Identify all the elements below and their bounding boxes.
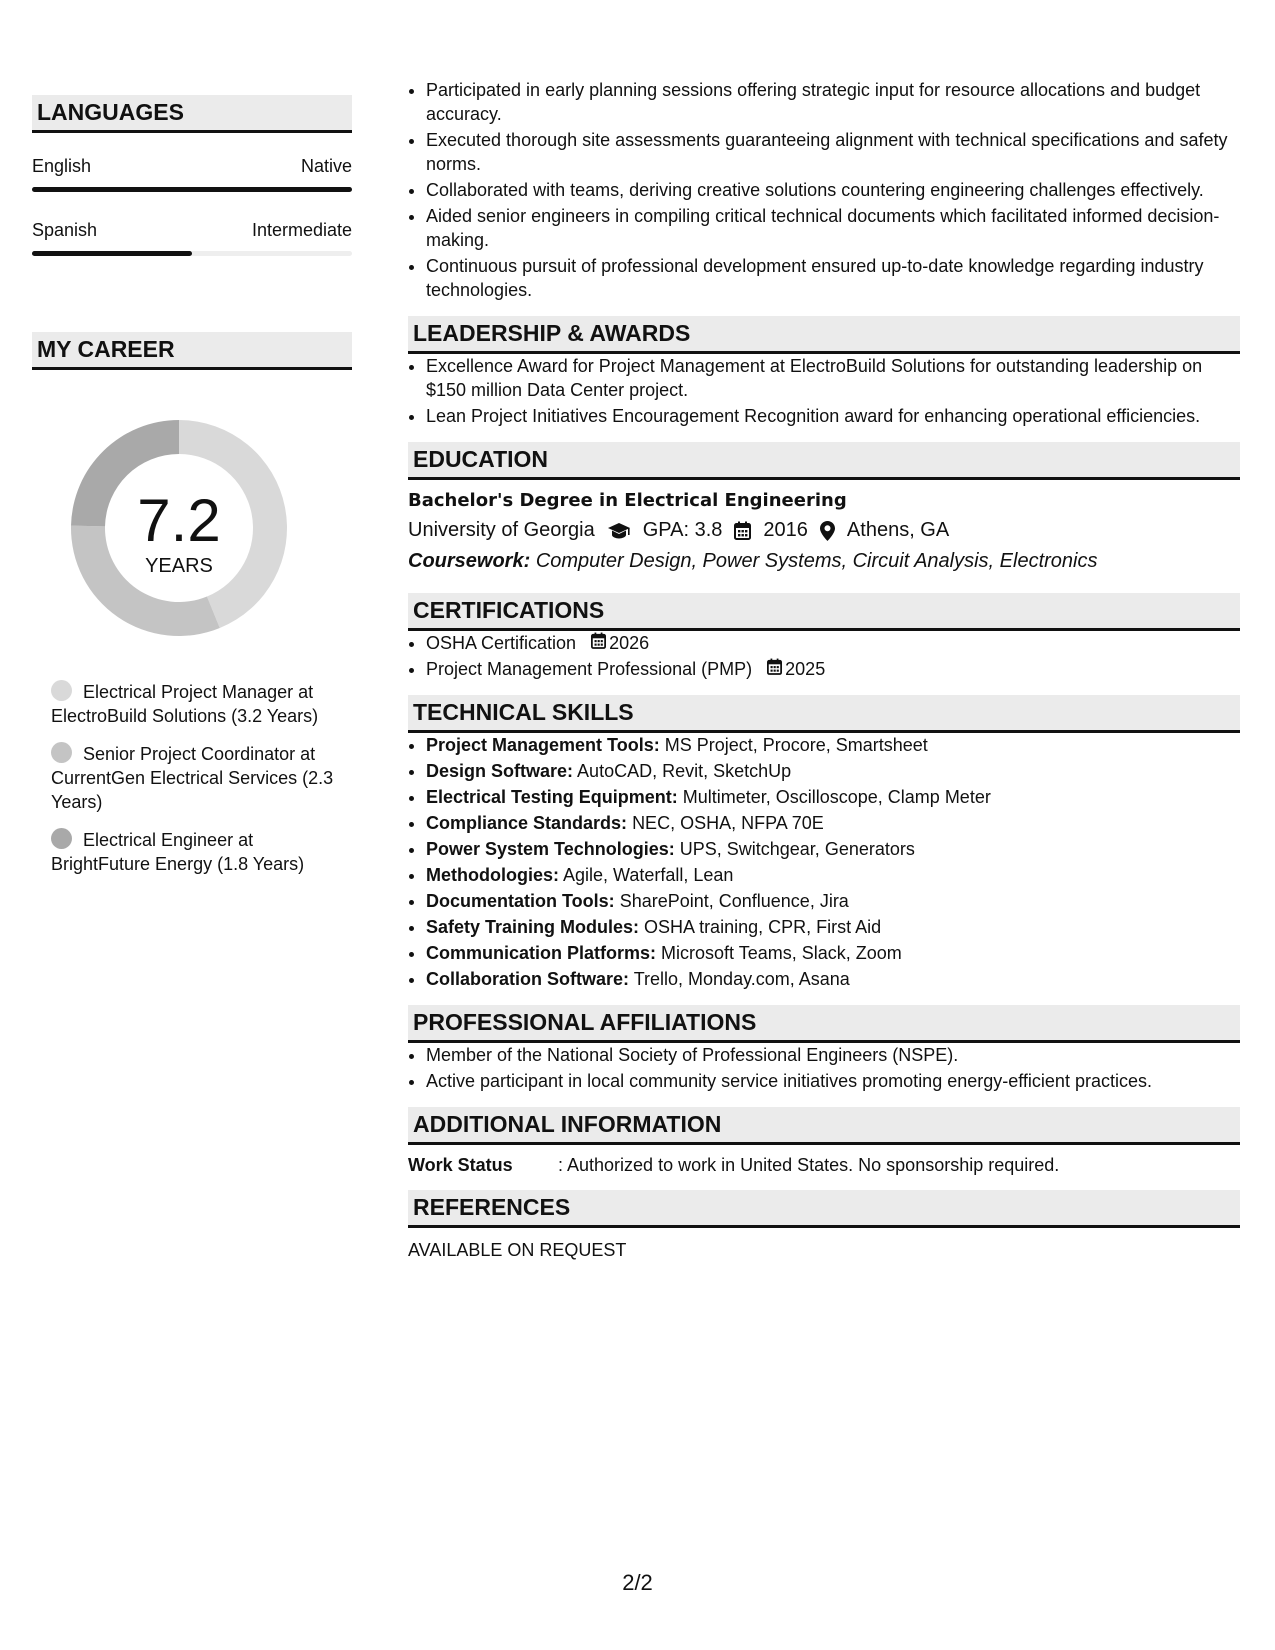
work-status-value: : Authorized to work in United States. No sponsorship required. (558, 1155, 1060, 1175)
list-item: • Collaborated with teams, deriving creative solutions countering engineering challenges effectively. (426, 178, 1240, 202)
left-column (32, 95, 352, 890)
list-item: • Compliance Standards: NEC, OSHA, NFPA 70E (426, 811, 1240, 835)
career-total-unit: YEARS (145, 555, 213, 577)
list-item: • Collaboration Software: Trello, Monday.com, Asana (426, 967, 1240, 991)
career-legend-item: Electrical Project Manager at ElectroBuild Solutions (3.2 Years) (51, 682, 319, 726)
education-heading: EDUCATION (408, 442, 1240, 480)
certification-name: Project Management Professional (PMP) (426, 659, 753, 679)
skills-section (408, 695, 1240, 991)
experience-bullets (408, 78, 1240, 302)
references-heading: REFERENCES (408, 1190, 1240, 1228)
languages-heading: LANGUAGES (32, 95, 352, 133)
list-item: • Project Management Tools: MS Project, Procore, Smartsheet (426, 733, 1240, 757)
list-item: • Electrical Testing Equipment: Multimeter, Oscilloscope, Clamp Meter (426, 785, 1240, 809)
calendar-icon (734, 521, 751, 540)
career-legend-item: Senior Project Coordinator at CurrentGen Electrical Services (2.3 Years) (51, 744, 334, 812)
certification-year: 2025 (785, 659, 826, 679)
leadership-heading: LEADERSHIP & AWARDS (408, 316, 1240, 354)
list-item: • Member of the National Society of Professional Engineers (NSPE). (426, 1043, 1240, 1067)
list-item: • Participated in early planning sessions offering strategic input for resource allocations and budget accuracy. (426, 78, 1240, 126)
certification-year: 2026 (609, 633, 650, 653)
map-pin-icon (820, 521, 835, 541)
language-proficiency-bar (32, 187, 352, 192)
language-level: Intermediate (251, 220, 352, 240)
language-name: English (32, 156, 92, 176)
certifications-section (408, 593, 1240, 681)
language-proficiency-fill (32, 251, 192, 256)
language-item-english (32, 156, 352, 192)
affiliations-heading: PROFESSIONAL AFFILIATIONS (408, 1005, 1240, 1043)
list-item: • Lean Project Initiatives Encouragement Recognition award for enhancing operational efficiencies. (426, 404, 1240, 428)
list-item: • Aided senior engineers in compiling critical technical documents which facilitated informed decision-making. (426, 204, 1240, 252)
list-item (426, 631, 1240, 655)
legend-dot (51, 680, 72, 701)
certification-name: OSHA Certification (426, 633, 577, 653)
affiliations-section (408, 1005, 1240, 1093)
work-status-label: Work Status (408, 1155, 513, 1175)
education-details (408, 519, 1240, 542)
page-number: 2/2 (622, 1570, 653, 1595)
language-name: Spanish (32, 220, 98, 240)
career-total-value: 7.2 (137, 487, 221, 554)
career-legend-item: Electrical Engineer at BrightFuture Energy (1.8 Years) (51, 830, 305, 874)
list-item: • Power System Technologies: UPS, Switchgear, Generators (426, 837, 1240, 861)
gpa: GPA: 3.8 (642, 519, 723, 541)
work-status-row (408, 1155, 1240, 1176)
list-item: • Documentation Tools: SharePoint, Confluence, Jira (426, 889, 1240, 913)
language-level: Native (300, 156, 352, 176)
list-item: • Continuous pursuit of professional development ensured up-to-date knowledge regarding industry technologies. (426, 254, 1240, 302)
list-item: • Safety Training Modules: OSHA training, CPR, First Aid (426, 915, 1240, 939)
graduation-year: 2016 (763, 519, 808, 541)
list-item (426, 657, 1240, 681)
references-text: AVAILABLE ON REQUEST (408, 1240, 627, 1260)
list-item: • Active participant in local community service initiatives promoting energy-efficient practices. (426, 1069, 1240, 1093)
coursework (408, 550, 1240, 573)
certifications-heading: CERTIFICATIONS (408, 593, 1240, 631)
legend-dot (51, 742, 72, 763)
list-item: • Design Software: AutoCAD, Revit, SketchUp (426, 759, 1240, 783)
additional-info-heading: ADDITIONAL INFORMATION (408, 1107, 1240, 1145)
references-section (408, 1190, 1240, 1261)
education-section (408, 442, 1240, 573)
leadership-section (408, 316, 1240, 428)
school-name: University of Georgia (408, 519, 595, 541)
skills-heading: TECHNICAL SKILLS (408, 695, 1240, 733)
right-column (408, 78, 1240, 1261)
calendar-icon (767, 657, 785, 681)
degree-title: Bachelor's Degree in Electrical Engineering (408, 490, 847, 511)
list-item: • Methodologies: Agile, Waterfall, Lean (426, 863, 1240, 887)
language-proficiency-bar (32, 251, 352, 256)
list-item: • Excellence Award for Project Management at ElectroBuild Solutions for outstanding leadership on $150 million Data Center project. (426, 354, 1240, 402)
coursework-label: Coursework: (408, 550, 531, 572)
additional-info-section (408, 1107, 1240, 1176)
career-heading: MY CAREER (32, 332, 352, 370)
career-donut-chart (64, 413, 294, 643)
legend-dot (51, 828, 72, 849)
school-location: Athens, GA (846, 519, 950, 541)
graduation-cap-icon (607, 522, 631, 540)
list-item: • Communication Platforms: Microsoft Teams, Slack, Zoom (426, 941, 1240, 965)
language-proficiency-fill (32, 187, 352, 192)
calendar-icon (591, 631, 609, 655)
list-item: • Executed thorough site assessments guaranteeing alignment with technical specifications and safety norms. (426, 128, 1240, 176)
language-item-spanish (32, 220, 352, 256)
coursework-list: Computer Design, Power Systems, Circuit Analysis, Electronics (535, 550, 1098, 572)
career-legend (51, 680, 336, 876)
